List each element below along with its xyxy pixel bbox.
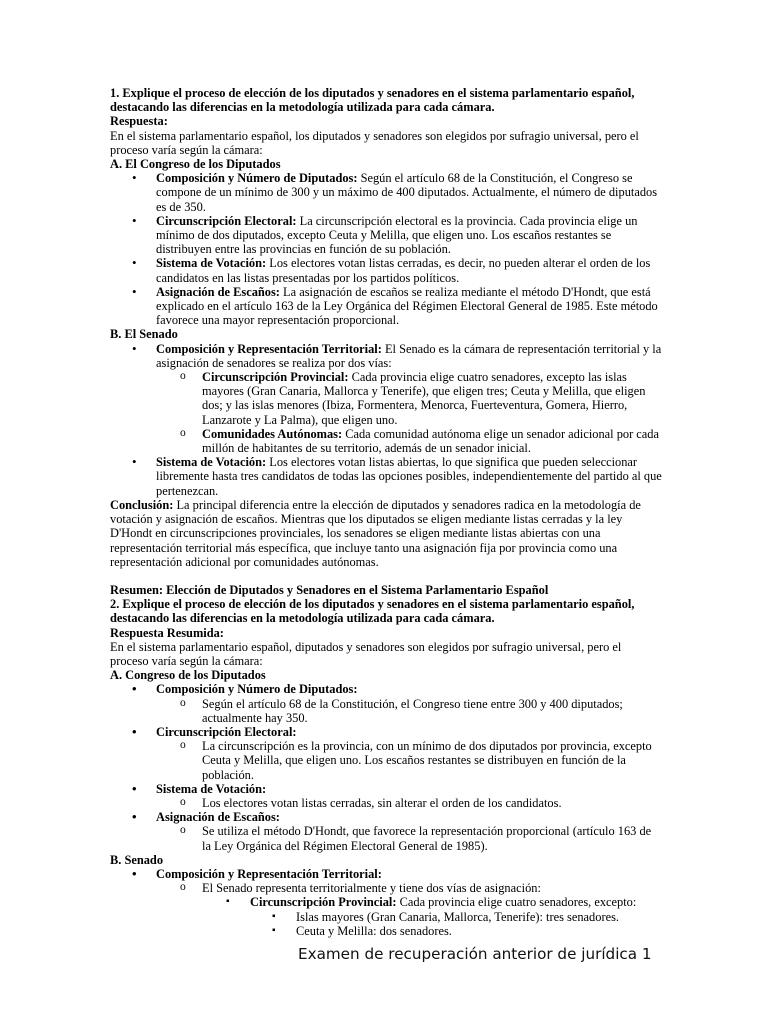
list-item: • Sistema de Votación: Los electores votan listas cerradas, es decir, no pueden alterar el orden de los candidatos en las listas presentadas por los partidos políticos.: [110, 256, 662, 284]
list-item: • Asignación de Escaños: La asignación de escaños se realiza mediante el método D'Hondt, que está explicado en el artículo 163 de la Ley Orgánica del Régimen Electoral General de 1985. Este método favorece una mayor representación proporcional.: [110, 285, 662, 328]
square-list-item: ▪ Circunscripción Provincial: Cada provincia elige cuatro senadores, excepto:: [110, 895, 662, 909]
question-1: 1. Explique el proceso de elección de los diputados y senadores en el sistema parlamentario español, destacando las diferencias en la metodología utilizada para cada cámara.: [110, 86, 635, 115]
document-body: [110, 86, 662, 938]
question-2: 2. Explique el proceso de elección de los diputados y senadores en el sistema parlamentario español, destacando las diferencias en la metodología utilizada para cada cámara.: [110, 597, 635, 626]
sub-list-item: o Se utiliza el método D'Hondt, que favorece la representación proporcional (artículo 163 de la Ley Orgánica del Régimen Electoral General de 1985).: [110, 824, 662, 852]
section-senado-heading: B. Senado: [110, 852, 164, 867]
section-congreso-heading: A. El Congreso de los Diputados: [110, 157, 281, 172]
square-sub-list-item: ▪ Ceuta y Melilla: dos senadores.: [110, 924, 662, 938]
section-congreso-heading: A. Congreso de los Diputados: [110, 668, 266, 683]
intro-paragraph: En el sistema parlamentario español, diputados y senadores son elegidos por sufragio universal, pero el proceso varía según la cámara:: [110, 639, 622, 668]
answer-label: Respuesta Resumida:: [110, 625, 224, 640]
sub-list-item: o Los electores votan listas cerradas, sin alterar el orden de los candidatos.: [110, 796, 662, 810]
sub-list-item: o La circunscripción es la provincia, con un mínimo de dos diputados por provincia, excepto Ceuta y Melilla, que eligen uno. Los escaños restantes se distribuyen en función de la población.: [110, 739, 662, 782]
list-item: • Circunscripción Electoral:: [110, 725, 662, 739]
conclusion-paragraph: Conclusión: La principal diferencia entre la elección de diputados y senadores radica en la metodología de votación y asignación de escaños. Mientras que los diputados se eligen mediante listas cerradas y la ley D'Hondt en circunscripciones provinciales, los senadores se eligen mediante listas abiertas con una representación territorial más específica, que incluye tanto una asignación fija por provincia como una representación adicional por comunidades autónomas.: [110, 497, 641, 569]
list-item: • Composición y Número de Diputados: Según el artículo 68 de la Constitución, el Congreso se compone de un mínimo de 300 y un máximo de 400 diputados. Actualmente, el número de diputados es de 350.: [110, 171, 662, 214]
list-item: • Circunscripción Electoral: La circunscripción electoral es la provincia. Cada provincia elige un mínimo de dos diputados, excepto Ceuta y Melilla, que eligen uno. Los escaños restantes se distribuyen entre las provincias en función de su población.: [110, 214, 662, 257]
list-item: • Sistema de Votación:: [110, 782, 662, 796]
sub-list-item: o Comunidades Autónomas: Cada comunidad autónoma elige un senador adicional por cada millón de habitantes de su territorio, además de un senador inicial.: [110, 427, 662, 455]
sub-list-item: o Según el artículo 68 de la Constitución, el Congreso tiene entre 300 y 400 diputados; actualmente hay 350.: [110, 697, 662, 725]
sub-list-item: o El Senado representa territorialmente y tiene dos vías de asignación:: [110, 881, 662, 895]
list-item: • Sistema de Votación: Los electores votan listas abiertas, lo que significa que pueden seleccionar libremente hasta tres candidatos de todas las opciones posibles, independientemente del partido al que pertenezcan.: [110, 455, 662, 498]
list-item: • Composición y Número de Diputados:: [110, 682, 662, 696]
square-sub-list-item: ▪ Islas mayores (Gran Canaria, Mallorca, Tenerife): tres senadores.: [110, 910, 662, 924]
list-item: • Asignación de Escaños:: [110, 810, 662, 824]
section-senado-heading: B. El Senado: [110, 327, 178, 342]
list-item: • Composición y Representación Territorial: El Senado es la cámara de representación territorial y la asignación de senadores se realiza por dos vías:: [110, 342, 662, 370]
list-item: • Composición y Representación Territorial:: [110, 867, 662, 881]
page-footer: Examen de recuperación anterior de jurídica 1: [298, 945, 652, 963]
sub-list-item: o Circunscripción Provincial: Cada provincia elige cuatro senadores, excepto las islas mayores (Gran Canaria, Mallorca y Tenerife), que eligen tres; Ceuta y Melilla, que eligen dos; y las islas menores (Ibiza, Formentera, Menorca, Fuerteventura, Gomera, Hierro, Lanzarote y La Palma), que eligen uno.: [110, 370, 662, 427]
answer-label: Respuesta:: [110, 114, 168, 129]
summary-title: Resumen: Elección de Diputados y Senadores en el Sistema Parlamentario Español: [110, 582, 549, 597]
intro-paragraph: En el sistema parlamentario español, los diputados y senadores son elegidos por sufragio universal, pero el proceso varía según la cámara:: [110, 128, 639, 157]
paragraph-gap: [110, 569, 662, 583]
